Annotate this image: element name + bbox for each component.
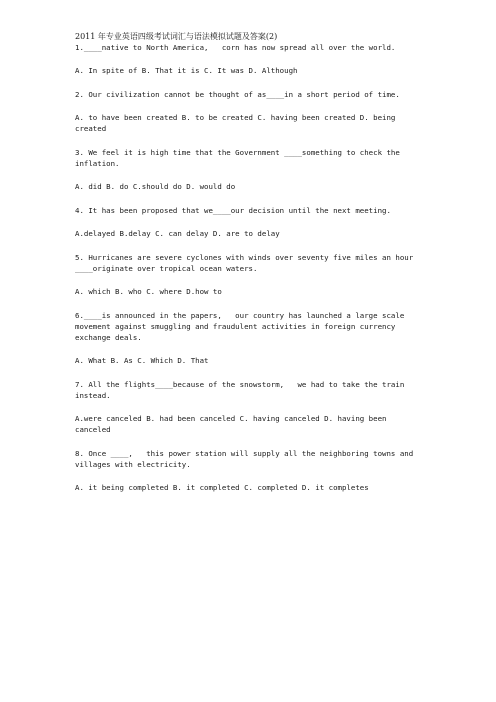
question-1 [75,42,423,89]
question-options: A. What B. As C. Which D. That [75,356,209,365]
question-options: A. it being completed B. it completed C. completed D. it completes [75,483,369,492]
question-6 [75,310,423,379]
question-options: A. did B. do C.should do D. would do [75,182,236,191]
question-options: A. In spite of B. That it is C. It was D. Although [75,66,298,75]
document-page [75,31,423,493]
question-options: A. which B. who C. where D.how to [75,287,222,296]
question-3 [75,147,423,205]
question-2 [75,89,423,147]
question-stem: 7. All the flights____because of the snowstorm, we had to take the train instead. [75,380,409,400]
question-stem: 8. Once ____, this power station will supply all the neighboring towns and villages with electricity. [75,449,418,469]
question-stem: 5. Hurricanes are severe cyclones with winds over seventy five miles an hour ____originate over tropical ocean waters. [75,253,418,273]
question-stem: 2. Our civilization cannot be thought of as____in a short period of time. [75,90,400,99]
question-stem: 3. We feel it is high time that the Government ____something to check the inflation. [75,148,405,168]
question-5 [75,252,423,310]
question-options: A.were canceled B. had been canceled C. having canceled D. having been canceled [75,414,391,434]
question-8 [75,448,423,493]
question-7 [75,379,423,448]
question-stem: 6.____is announced in the papers, our country has launched a large scale movement against smuggling and fraudulent activities in foreign currency exchange deals. [75,311,409,342]
question-stem: 4. It has been proposed that we____our decision until the next meeting. [75,206,391,215]
question-4 [75,205,423,252]
document-title: 2011 年专业英语四级考试词汇与语法模拟试题及答案(2) [75,32,278,41]
question-options: A. to have been created B. to be created C. having been created D. being created [75,113,400,133]
question-options: A.delayed B.delay C. can delay D. are to delay [75,229,280,238]
question-stem: 1.____native to North America, corn has now spread all over the world. [75,43,396,52]
